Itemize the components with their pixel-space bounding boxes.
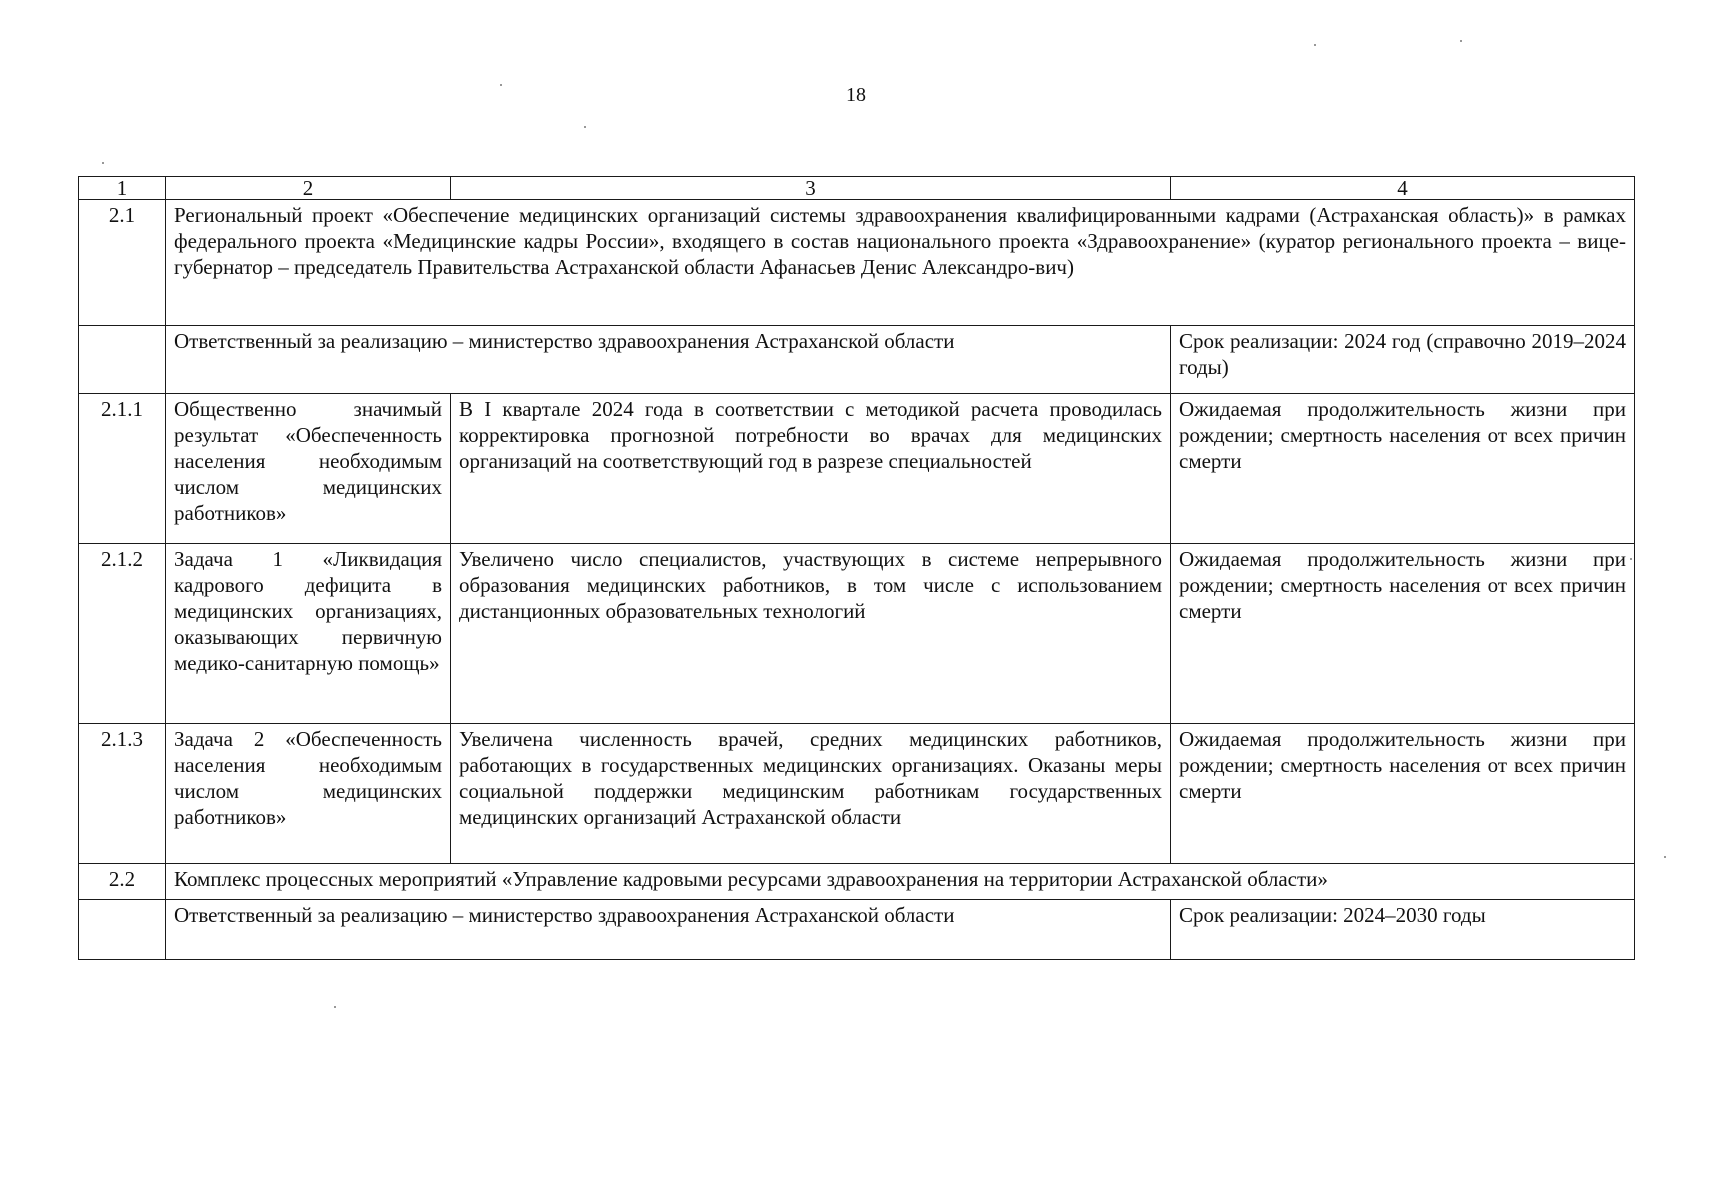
program-table — [78, 176, 1635, 960]
header-cell: 1 — [79, 177, 166, 200]
header-cell: 2 — [166, 177, 451, 200]
task-cell: Задача 2 «Обеспеченность населения необходимым числом медицинских работников» — [166, 724, 451, 864]
term-cell: Срок реализации: 2024–2030 годы — [1171, 900, 1635, 960]
scan-speck — [1664, 856, 1666, 858]
header-cell: 4 — [1171, 177, 1635, 200]
table-row — [79, 326, 1635, 394]
indicator-cell: Ожидаемая продолжительность жизни при рождении; смертность населения от всех причин смерти — [1171, 394, 1635, 544]
scan-speck — [1460, 40, 1462, 42]
description-cell: Увеличено число специалистов, участвующих в системе непрерывного образования медицинских работников, в том числе с использованием дистанционных образовательных технологий — [451, 544, 1171, 724]
term-cell: Срок реализации: 2024 год (справочно 2019–2024 годы) — [1171, 326, 1635, 394]
scan-speck — [1314, 44, 1316, 46]
scan-speck — [334, 1006, 336, 1008]
row-number: 2.1.3 — [79, 724, 166, 864]
complex-title: Комплекс процессных мероприятий «Управление кадровыми ресурсами здравоохранения на территории Астраханской области» — [166, 864, 1635, 900]
indicator-cell: Ожидаемая продолжительность жизни при рождении; смертность населения от всех причин смерти — [1171, 544, 1635, 724]
table-row — [79, 544, 1635, 724]
description-cell: В I квартале 2024 года в соответствии с методикой расчета проводилась корректировка прогнозной потребности во врачах для медицинских организаций на соответствующий год в разрезе специальностей — [451, 394, 1171, 544]
responsible-cell: Ответственный за реализацию – министерство здравоохранения Астраханской области — [166, 900, 1171, 960]
task-cell: Задача 1 «Ликвидация кадрового дефицита в медицинских организациях, оказывающих первичную медико-санитарную помощь» — [166, 544, 451, 724]
scan-speck — [102, 162, 104, 164]
indicator-cell: Ожидаемая продолжительность жизни при рождении; смертность населения от всех причин смерти — [1171, 724, 1635, 864]
header-row — [79, 177, 1635, 200]
row-number — [79, 326, 166, 394]
description-cell: Увеличена численность врачей, средних медицинских работников, работающих в государственных медицинских организациях. Оказаны меры социальной поддержки медицинским работникам государственных медицинских организаций Астраханской области — [451, 724, 1171, 864]
table-row — [79, 394, 1635, 544]
scan-speck — [584, 126, 586, 128]
scan-speck — [500, 84, 502, 86]
table-row — [79, 200, 1635, 326]
table-row — [79, 900, 1635, 960]
table-row — [79, 724, 1635, 864]
page-number: 18 — [846, 84, 866, 106]
result-cell: Общественно значимый результат «Обеспеченность населения необходимым числом медицинских работников» — [166, 394, 451, 544]
row-number: 2.1.2 — [79, 544, 166, 724]
row-number: 2.1.1 — [79, 394, 166, 544]
responsible-cell: Ответственный за реализацию – министерство здравоохранения Астраханской области — [166, 326, 1171, 394]
row-number: 2.2 — [79, 864, 166, 900]
table-row — [79, 864, 1635, 900]
scan-speck — [1630, 558, 1632, 560]
header-cell: 3 — [451, 177, 1171, 200]
row-number — [79, 900, 166, 960]
project-title: Региональный проект «Обеспечение медицинских организаций системы здравоохранения квалифицированными кадрами (Астраханская область)» в рамках федерального проекта «Медицинские кадры России», входящего в состав национального проекта «Здравоохранение» (куратор регионального проекта – вице-губернатор – председатель Правительства Астраханской области Афанасьев Денис Александро-вич) — [166, 200, 1635, 326]
row-number: 2.1 — [79, 200, 166, 326]
